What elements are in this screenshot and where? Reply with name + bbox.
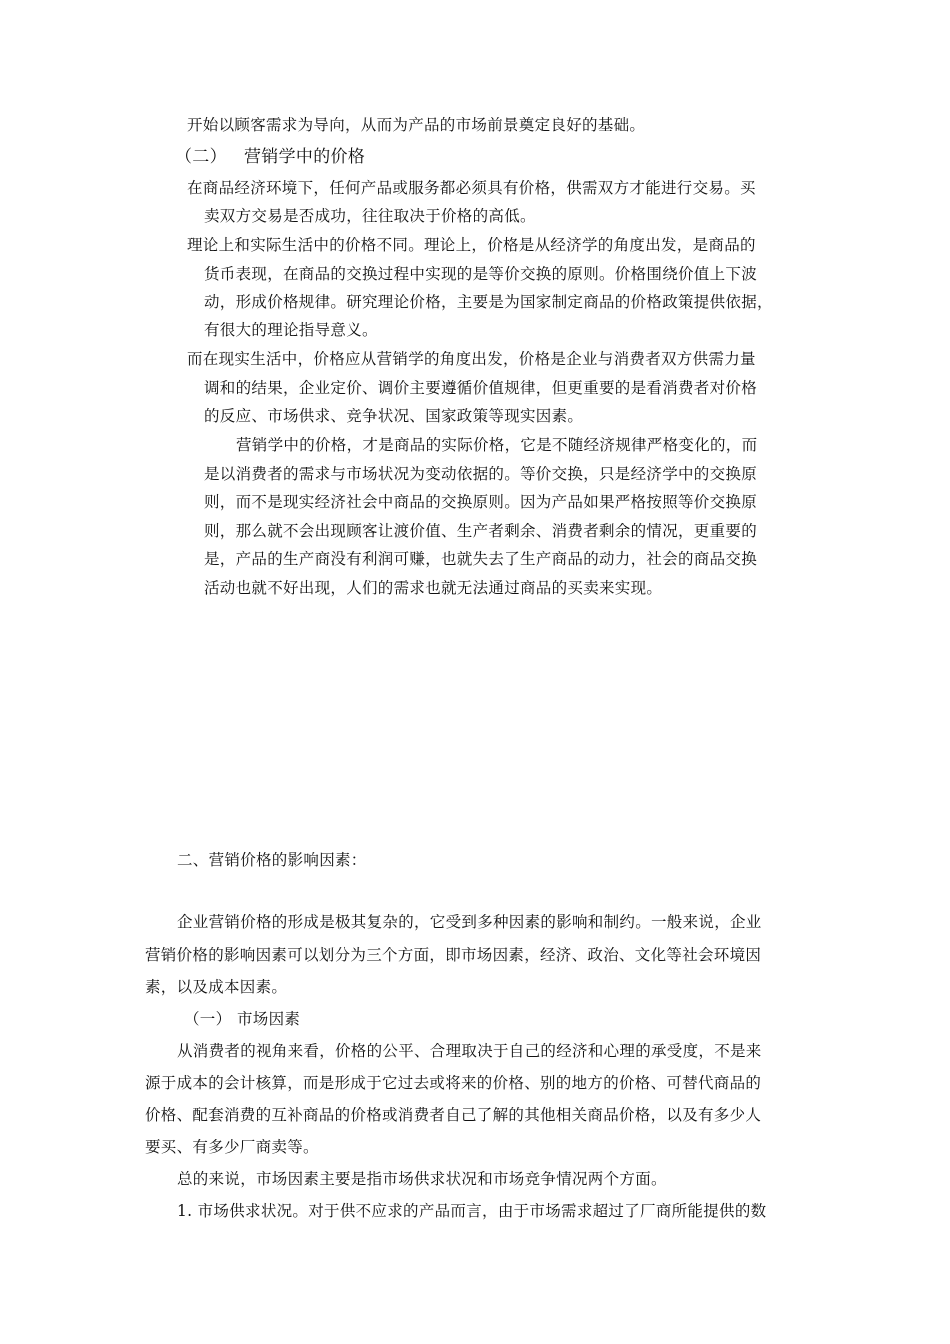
section-heading: 二、营销价格的影响因素： [177,851,367,869]
text-line: 营销学中的价格，才是商品的实际价格，它是不随经济规律严格变化的，而 [236,436,758,454]
text-line: 素，以及成本因素。 [145,978,288,996]
text-line: 理论上和实际生活中的价格不同。理论上，价格是从经济学的角度出发，是商品的 [187,236,756,254]
text-line: 货币表现，在商品的交换过程中实现的是等价交换的原则。价格围绕价值上下波 [204,265,758,283]
text-line: 活动也就不好出现，人们的需求也就无法通过商品的买卖来实现。 [204,579,663,597]
text-line: 是，产品的生产商没有利润可赚，也就失去了生产商品的动力，社会的商品交换 [204,550,758,568]
text-line: 而在现实生活中，价格应从营销学的角度出发，价格是企业与消费者双方供需力量 [187,350,756,368]
text-line: 营销价格的影响因素可以划分为三个方面，即市场因素，经济、政治、文化等社会环境因 [145,946,762,964]
section-heading-number: （二） [175,147,227,167]
text-line: 的反应、市场供求、竞争状况、国家政策等现实因素。 [204,407,584,425]
text-line: 1. 市场供求状况。对于供不应求的产品而言，由于市场需求超过了厂商所能提供的数 [177,1202,767,1220]
text-line: 企业营销价格的形成是极其复杂的，它受到多种因素的影响和制约。一般来说，企业 [177,913,762,931]
text-line: 要买、有多少厂商卖等。 [145,1138,319,1156]
text-line: 源于成本的会计核算，而是形成于它过去或将来的价格、别的地方的价格、可替代商品的 [145,1074,762,1092]
text-line: 则，而不是现实经济社会中商品的交换原则。因为产品如果严格按照等价交换原 [204,493,758,511]
subsection-heading: 市场因素 [237,1010,301,1028]
text-line: 从消费者的视角来看，价格的公平、合理取决于自己的经济和心理的承受度，不是来 [177,1042,762,1060]
text-line: 卖双方交易是否成功，往往取决于价格的高低。 [204,207,536,225]
text-line: 有很大的理论指导意义。 [204,321,378,339]
text-line: 调和的结果，企业定价、调价主要遵循价值规律，但更重要的是看消费者对价格 [204,379,758,397]
text-line: 总的来说，市场因素主要是指市场供求状况和市场竞争情况两个方面。 [177,1170,667,1188]
text-line: 动，形成价格规律。研究理论价格，主要是为国家制定商品的价格政策提供依据， [204,293,773,311]
text-line: 则，那么就不会出现顾客让渡价值、生产者剩余、消费者剩余的情况，更重要的 [204,522,758,540]
text-line: 开始以顾客需求为导向，从而为产品的市场前景奠定良好的基础。 [187,116,646,134]
text-line: 是以消费者的需求与市场状况为变动依据的。等价交换，只是经济学中的交换原 [204,465,758,483]
text-line: 在商品经济环境下，任何产品或服务都必须具有价格，供需双方才能进行交易。买 [187,179,756,197]
subsection-number: （一） [184,1010,232,1028]
text-line: 价格、配套消费的互补商品的价格或消费者自己了解的其他相关商品价格，以及有多少人 [145,1106,762,1124]
section-heading: 营销学中的价格 [244,147,366,167]
